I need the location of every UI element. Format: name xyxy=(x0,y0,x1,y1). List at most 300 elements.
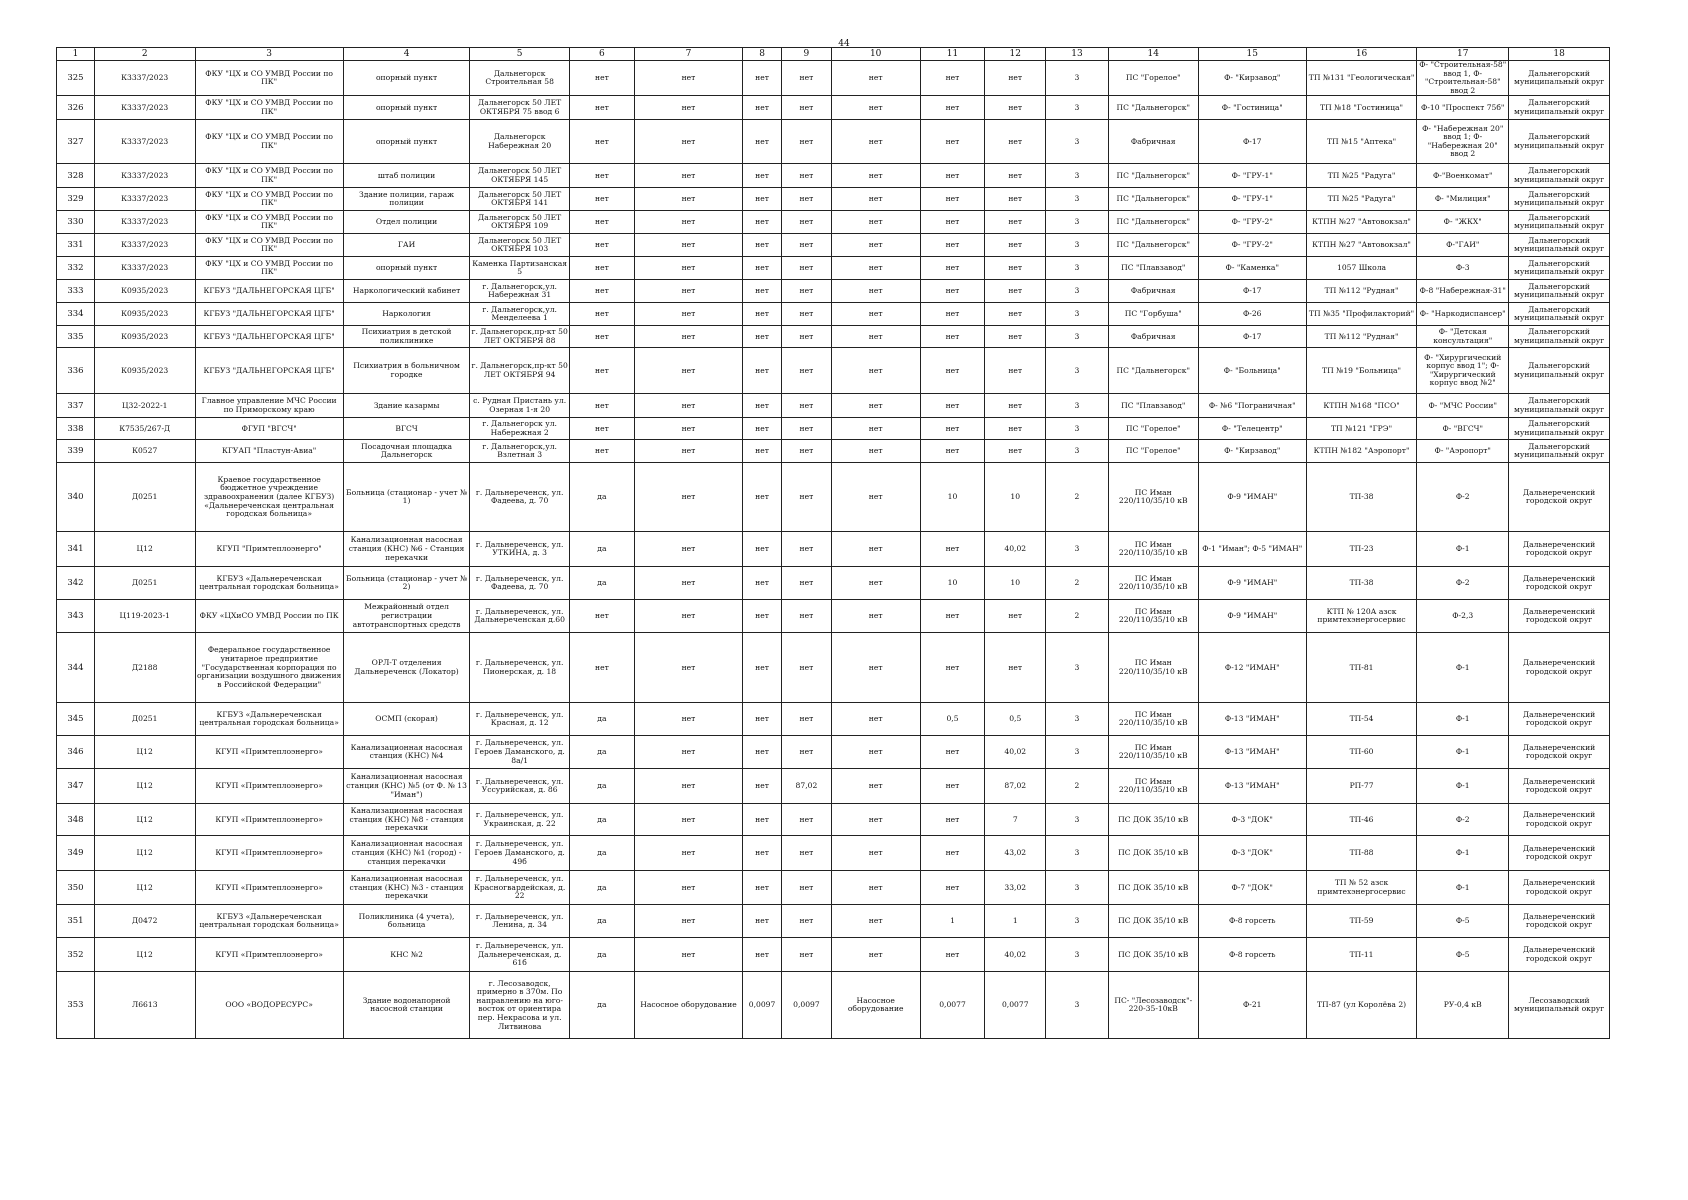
table-cell: нет xyxy=(831,532,920,567)
table-cell: Дальнереченский городской округ xyxy=(1509,736,1610,769)
table-cell: г. Дальнереченск, ул. Красногвардейская, д. 22 xyxy=(470,871,570,905)
row-number-cell: 332 xyxy=(57,257,95,280)
column-header: 13 xyxy=(1046,48,1109,61)
table-cell: 10 xyxy=(920,567,985,600)
table-cell: нет xyxy=(831,96,920,120)
table-row xyxy=(57,736,1610,769)
table-cell: ТП №35 "Профилакторий" xyxy=(1306,303,1416,326)
table-cell: ТП-23 xyxy=(1306,532,1416,567)
table-cell: Ф- "ГРУ-2" xyxy=(1198,211,1306,234)
table-cell: ПС "Горелое" xyxy=(1108,440,1198,463)
table-cell: Психиатрия в больничном городке xyxy=(343,348,470,394)
row-number-cell: 328 xyxy=(57,164,95,188)
table-cell: ПС ДОК 35/10 кВ xyxy=(1108,836,1198,871)
table-cell: да xyxy=(569,938,634,972)
table-cell: Ф- "ГРУ-2" xyxy=(1198,234,1306,257)
table-cell: Дальнереченский городской округ xyxy=(1509,463,1610,532)
table-cell: ФКУ "ЦХ и СО УМВД России по ПК" xyxy=(195,164,343,188)
table-cell: 43,02 xyxy=(985,836,1046,871)
row-number-cell: 336 xyxy=(57,348,95,394)
table-cell: 3 xyxy=(1046,905,1109,938)
table-cell: нет xyxy=(569,633,634,703)
table-cell: Ф-3 xyxy=(1417,257,1509,280)
table-cell: Ф-2 xyxy=(1417,804,1509,836)
table-row xyxy=(57,418,1610,440)
table-cell: Дальнегорский муниципальный округ xyxy=(1509,120,1610,164)
table-cell: нет xyxy=(782,394,832,418)
table-cell: штаб полиции xyxy=(343,164,470,188)
table-row xyxy=(57,234,1610,257)
table-row xyxy=(57,633,1610,703)
table-cell: нет xyxy=(634,871,742,905)
table-cell: Фабричная xyxy=(1108,326,1198,348)
column-header: 6 xyxy=(569,48,634,61)
table-cell: нет xyxy=(985,303,1046,326)
row-number-cell: 329 xyxy=(57,188,95,211)
row-number-cell: 348 xyxy=(57,804,95,836)
table-cell: Канализационная насосная станция (КНС) №8 - станция перекачки xyxy=(343,804,470,836)
table-cell: 1 xyxy=(985,905,1046,938)
table-cell: Ф-9 "ИМАН" xyxy=(1198,463,1306,532)
table-cell: нет xyxy=(569,61,634,96)
table-cell: нет xyxy=(985,280,1046,303)
table-cell: Ф- "Наркодиспансер" xyxy=(1417,303,1509,326)
table-cell: К7535/267-Д xyxy=(94,418,195,440)
table-cell: Ф-17 xyxy=(1198,280,1306,303)
table-cell: нет xyxy=(782,703,832,736)
table-cell: г. Дальнереченск, ул. Фадеева, д. 70 xyxy=(470,567,570,600)
table-row xyxy=(57,394,1610,418)
table-row xyxy=(57,164,1610,188)
table-cell: Дальнереченский городской округ xyxy=(1509,905,1610,938)
table-cell: Ф-8 горсеть xyxy=(1198,905,1306,938)
table-cell: г. Дальнереченск, ул. Уссурийская, д. 86 xyxy=(470,769,570,804)
table-cell: нет xyxy=(831,61,920,96)
table-cell: 3 xyxy=(1046,394,1109,418)
table-cell: нет xyxy=(985,61,1046,96)
table-cell: нет xyxy=(569,348,634,394)
table-cell: ПС "Горбуша" xyxy=(1108,303,1198,326)
table-cell: ФКУ "ЦХ и СО УМВД России по ПК" xyxy=(195,234,343,257)
table-cell: КТПН №27 "Автовокзал" xyxy=(1306,211,1416,234)
table-cell: ФКУ «ЦХиСО УМВД России по ПК xyxy=(195,600,343,633)
table-cell: ОРЛ-Т отделения Дальнереченск (Локатор) xyxy=(343,633,470,703)
table-cell: нет xyxy=(634,600,742,633)
table-cell: Дальнегорск 50 ЛЕТ ОКТЯБРЯ 109 xyxy=(470,211,570,234)
table-cell: 2 xyxy=(1046,769,1109,804)
table-cell: нет xyxy=(743,871,782,905)
table-cell: Ф- "Строительная-58" ввод 1, Ф-"Строительная-58" ввод 2 xyxy=(1417,61,1509,96)
table-cell: нет xyxy=(920,769,985,804)
table-cell: нет xyxy=(920,440,985,463)
table-cell: Ф- "Аэропорт" xyxy=(1417,440,1509,463)
table-row xyxy=(57,600,1610,633)
table-cell: нет xyxy=(743,532,782,567)
table-cell: опорный пункт xyxy=(343,120,470,164)
table-row xyxy=(57,871,1610,905)
table-cell: нет xyxy=(743,394,782,418)
table-cell: нет xyxy=(920,871,985,905)
table-cell: Ф-"Военкомат" xyxy=(1417,164,1509,188)
table-cell: Ф-2 xyxy=(1417,567,1509,600)
table-cell: нет xyxy=(782,257,832,280)
table-cell: нет xyxy=(920,164,985,188)
table-cell: Ц12 xyxy=(94,532,195,567)
table-cell: ТП-81 xyxy=(1306,633,1416,703)
table-cell: КГБУЗ "ДАЛЬНЕГОРСКАЯ ЦГБ" xyxy=(195,326,343,348)
table-cell: Здание полиции, гараж полиции xyxy=(343,188,470,211)
page-number: 44 xyxy=(838,39,850,49)
table-cell: Дальнереченский городской округ xyxy=(1509,804,1610,836)
table-cell: 3 xyxy=(1046,120,1109,164)
table-cell: нет xyxy=(920,600,985,633)
table-cell: ТП №121 "ГРЭ" xyxy=(1306,418,1416,440)
table-cell: ПС "Плавзавод" xyxy=(1108,394,1198,418)
table-cell: Д0472 xyxy=(94,905,195,938)
table-cell: 3 xyxy=(1046,418,1109,440)
table-cell: нет xyxy=(831,326,920,348)
table-cell: нет xyxy=(831,736,920,769)
table-cell: 3 xyxy=(1046,234,1109,257)
table-cell: Дальнегорский муниципальный округ xyxy=(1509,440,1610,463)
table-cell: нет xyxy=(831,348,920,394)
table-cell: Ф-9 "ИМАН" xyxy=(1198,567,1306,600)
table-cell: КТПН №27 "Автовокзал" xyxy=(1306,234,1416,257)
table-cell: ПС "Дальнегорск" xyxy=(1108,348,1198,394)
table-cell: нет xyxy=(743,188,782,211)
table-row xyxy=(57,211,1610,234)
table-cell: Дальнереченский городской округ xyxy=(1509,567,1610,600)
table-cell: Дальнегорский муниципальный округ xyxy=(1509,280,1610,303)
table-cell: Д0251 xyxy=(94,463,195,532)
table-cell: нет xyxy=(831,234,920,257)
table-cell: нет xyxy=(831,871,920,905)
table-cell: 2 xyxy=(1046,463,1109,532)
table-cell: Ф-1 xyxy=(1417,871,1509,905)
table-cell: ОСМП (скорая) xyxy=(343,703,470,736)
table-cell: Ф-3 "ДОК" xyxy=(1198,804,1306,836)
table-row xyxy=(57,61,1610,96)
table-cell: да xyxy=(569,567,634,600)
table-cell: г. Дальнегорск ул. Набережная 2 xyxy=(470,418,570,440)
table-cell: ФКУ "ЦХ и СО УМВД России по ПК" xyxy=(195,188,343,211)
table-cell: да xyxy=(569,703,634,736)
table-cell: нет xyxy=(569,326,634,348)
table-cell: ТП-38 xyxy=(1306,567,1416,600)
table-cell: Дальнереченский городской округ xyxy=(1509,871,1610,905)
column-header: 10 xyxy=(831,48,920,61)
table-cell: 7 xyxy=(985,804,1046,836)
table-cell: ООО «ВОДОРЕСУРС» xyxy=(195,972,343,1039)
table-cell: нет xyxy=(985,188,1046,211)
table-cell: г. Дальнегорск,пр-кт 50 ЛЕТ ОКТЯБРЯ 94 xyxy=(470,348,570,394)
table-cell: нет xyxy=(920,418,985,440)
table-cell: нет xyxy=(634,905,742,938)
table-cell: Отдел полиции xyxy=(343,211,470,234)
row-number-cell: 325 xyxy=(57,61,95,96)
table-cell: 40,02 xyxy=(985,736,1046,769)
table-cell: нет xyxy=(831,600,920,633)
table-cell: Насосное оборудование xyxy=(831,972,920,1039)
table-cell: ФГУП "ВГСЧ" xyxy=(195,418,343,440)
table-row xyxy=(57,326,1610,348)
table-cell: г. Дальнереченск, ул. Героев Даманского, д. 8а/1 xyxy=(470,736,570,769)
table-cell: ТП №112 "Рудная" xyxy=(1306,326,1416,348)
table-cell: нет xyxy=(743,736,782,769)
table-cell: Ф-5 xyxy=(1417,905,1509,938)
table-cell: нет xyxy=(569,303,634,326)
table-cell: нет xyxy=(634,61,742,96)
table-row xyxy=(57,348,1610,394)
table-cell: г. Лесозаводск, примерно в 370м. По направлению на юго-восток от ориентира пер. Некрасова и ул. Литвинова xyxy=(470,972,570,1039)
table-cell: нет xyxy=(920,303,985,326)
table-cell: нет xyxy=(782,871,832,905)
table-row xyxy=(57,188,1610,211)
table-cell: да xyxy=(569,463,634,532)
table-cell: ТП-54 xyxy=(1306,703,1416,736)
table-cell: Здание водонапорной насосной станции xyxy=(343,972,470,1039)
column-header: 9 xyxy=(782,48,832,61)
table-cell: 3 xyxy=(1046,440,1109,463)
table-cell: 1057 Школа xyxy=(1306,257,1416,280)
table-cell: Канализационная насосная станция (КНС) №3 - станция перекачки xyxy=(343,871,470,905)
table-cell: К3337/2023 xyxy=(94,211,195,234)
table-cell: ТП № 52 азск примтехэнергосервис xyxy=(1306,871,1416,905)
table-row xyxy=(57,567,1610,600)
table-cell: нет xyxy=(569,257,634,280)
table-cell: ТП №25 "Радуга" xyxy=(1306,164,1416,188)
table-cell: ТП-46 xyxy=(1306,804,1416,836)
table-cell: нет xyxy=(634,326,742,348)
table-cell: да xyxy=(569,972,634,1039)
row-number-cell: 330 xyxy=(57,211,95,234)
table-cell: 10 xyxy=(985,463,1046,532)
column-header: 16 xyxy=(1306,48,1416,61)
table-cell: ПС "Дальнегорск" xyxy=(1108,211,1198,234)
table-cell: Дальнереченский городской округ xyxy=(1509,532,1610,567)
table-cell: Дальнереченский городской округ xyxy=(1509,836,1610,871)
table-cell: Ц119-2023-1 xyxy=(94,600,195,633)
table-cell: нет xyxy=(985,164,1046,188)
table-cell: 10 xyxy=(920,463,985,532)
table-cell: Канализационная насосная станция (КНС) №1 (город) - станция перекачки xyxy=(343,836,470,871)
table-cell: К3337/2023 xyxy=(94,257,195,280)
table-cell: Ф- №6 "Пограничная" xyxy=(1198,394,1306,418)
table-cell: 10 xyxy=(985,567,1046,600)
table-cell: г. Дальнереченск, ул. Украинская, д. 22 xyxy=(470,804,570,836)
table-cell: Дальнегорский муниципальный округ xyxy=(1509,394,1610,418)
table-cell: нет xyxy=(634,938,742,972)
table-cell: ПС Иман 220/110/35/10 кВ xyxy=(1108,769,1198,804)
table-cell: нет xyxy=(985,633,1046,703)
table-cell: г. Дальнереченск, ул. Красная, д. 12 xyxy=(470,703,570,736)
table-cell: нет xyxy=(985,418,1046,440)
row-number-cell: 333 xyxy=(57,280,95,303)
column-header: 2 xyxy=(94,48,195,61)
table-cell: 40,02 xyxy=(985,532,1046,567)
table-cell: ПС "Плавзавод" xyxy=(1108,257,1198,280)
table-cell: ПС ДОК 35/10 кВ xyxy=(1108,938,1198,972)
table-cell: Канализационная насосная станция (КНС) №5 (от Ф. № 13 "Иман") xyxy=(343,769,470,804)
table-cell: нет xyxy=(569,188,634,211)
table-cell: нет xyxy=(782,600,832,633)
table-row xyxy=(57,769,1610,804)
table-cell: г. Дальнегорск,пр-кт 50 ЛЕТ ОКТЯБРЯ 88 xyxy=(470,326,570,348)
table-cell: КГБУЗ "ДАЛЬНЕГОРСКАЯ ЦГБ" xyxy=(195,280,343,303)
table-cell: К0935/2023 xyxy=(94,326,195,348)
column-header: 7 xyxy=(634,48,742,61)
table-cell: нет xyxy=(569,394,634,418)
table-cell: 40,02 xyxy=(985,938,1046,972)
table-cell: 33,02 xyxy=(985,871,1046,905)
table-cell: 3 xyxy=(1046,836,1109,871)
table-cell: Ф- "Больница" xyxy=(1198,348,1306,394)
table-cell: нет xyxy=(634,164,742,188)
table-cell: нет xyxy=(782,938,832,972)
table-cell: нет xyxy=(831,418,920,440)
table-cell: нет xyxy=(782,280,832,303)
table-cell: нет xyxy=(569,164,634,188)
row-number-cell: 349 xyxy=(57,836,95,871)
table-cell: нет xyxy=(782,61,832,96)
table-row xyxy=(57,703,1610,736)
table-cell: г. Дальнегорск,ул. Взлетная 3 xyxy=(470,440,570,463)
row-number-cell: 344 xyxy=(57,633,95,703)
table-cell: КГУП «Примтеплоэнерго» xyxy=(195,769,343,804)
table-cell: нет xyxy=(920,120,985,164)
table-cell: ТП №131 "Геологическая" xyxy=(1306,61,1416,96)
table-cell: Краевое государственное бюджетное учреждение здравоохранения (далее КГБУЗ) «Дальнереченская центральная городская больница» xyxy=(195,463,343,532)
table-cell: нет xyxy=(569,120,634,164)
table-cell: нет xyxy=(634,348,742,394)
table-cell: нет xyxy=(634,633,742,703)
table-cell: нет xyxy=(634,418,742,440)
table-cell: ПС Иман 220/110/35/10 кВ xyxy=(1108,567,1198,600)
table-cell: Ф- "Детская консультация" xyxy=(1417,326,1509,348)
table-cell: Ц12 xyxy=(94,871,195,905)
table-cell: нет xyxy=(920,348,985,394)
table-cell: нет xyxy=(634,188,742,211)
table-cell: нет xyxy=(985,257,1046,280)
table-cell: Дальнегорский муниципальный округ xyxy=(1509,164,1610,188)
table-cell: нет xyxy=(634,532,742,567)
table-cell: Дальнегорский муниципальный округ xyxy=(1509,234,1610,257)
table-cell: Ф-1 xyxy=(1417,703,1509,736)
column-header: 4 xyxy=(343,48,470,61)
table-cell: 87,02 xyxy=(782,769,832,804)
table-cell: 3 xyxy=(1046,871,1109,905)
table-cell: нет xyxy=(743,164,782,188)
table-cell: Дальнегорск 50 ЛЕТ ОКТЯБРЯ 103 xyxy=(470,234,570,257)
table-cell: Ф-9 "ИМАН" xyxy=(1198,600,1306,633)
row-number-cell: 341 xyxy=(57,532,95,567)
table-cell: Дальнереченский городской округ xyxy=(1509,938,1610,972)
table-cell: Дальнереченский городской округ xyxy=(1509,633,1610,703)
table-cell: КГУП «Примтеплоэнерго» xyxy=(195,871,343,905)
table-cell: ПС "Дальнегорск" xyxy=(1108,96,1198,120)
table-cell: нет xyxy=(782,188,832,211)
table-cell: Ц12 xyxy=(94,804,195,836)
table-cell: нет xyxy=(634,303,742,326)
table-cell: Дальнегорск 50 ЛЕТ ОКТЯБРЯ 145 xyxy=(470,164,570,188)
table-cell: нет xyxy=(782,532,832,567)
table-cell: Дальнегорский муниципальный округ xyxy=(1509,211,1610,234)
table-cell: ТП-11 xyxy=(1306,938,1416,972)
table-cell: Ф-26 xyxy=(1198,303,1306,326)
table-cell: Дальнереченский городской округ xyxy=(1509,703,1610,736)
table-cell: нет xyxy=(985,211,1046,234)
table-cell: нет xyxy=(920,211,985,234)
row-number-cell: 343 xyxy=(57,600,95,633)
table-cell: ГАИ xyxy=(343,234,470,257)
column-header: 14 xyxy=(1108,48,1198,61)
table-cell: Дальнегорский муниципальный округ xyxy=(1509,257,1610,280)
table-cell: 3 xyxy=(1046,804,1109,836)
table-cell: нет xyxy=(985,96,1046,120)
table-cell: Дальнегорск 50 ЛЕТ ОКТЯБРЯ 141 xyxy=(470,188,570,211)
table-cell: КТП № 120А азск примтехэнергосервис xyxy=(1306,600,1416,633)
table-cell: ТП №18 "Гостиница" xyxy=(1306,96,1416,120)
table-cell: нет xyxy=(831,211,920,234)
table-cell: нет xyxy=(743,348,782,394)
table-cell: Ф- "ВГСЧ" xyxy=(1417,418,1509,440)
table-cell: Ф-7 "ДОК" xyxy=(1198,871,1306,905)
column-header: 8 xyxy=(743,48,782,61)
table-cell: нет xyxy=(920,804,985,836)
table-cell: г. Дальнереченск, ул. УТКИНА, д. 3 xyxy=(470,532,570,567)
table-cell: нет xyxy=(634,120,742,164)
table-cell: нет xyxy=(831,120,920,164)
table-cell: К3337/2023 xyxy=(94,164,195,188)
table-cell: нет xyxy=(782,303,832,326)
table-cell: нет xyxy=(782,905,832,938)
table-cell: г. Дальнереченск, ул. Ленина, д. 34 xyxy=(470,905,570,938)
table-cell: Больница (стационар - учет № 1) xyxy=(343,463,470,532)
table-cell: Ф-17 xyxy=(1198,120,1306,164)
column-header: 18 xyxy=(1509,48,1610,61)
table-cell: КГУП «Примтеплоэнерго» xyxy=(195,938,343,972)
row-number-cell: 342 xyxy=(57,567,95,600)
table-cell: Ф-12 "ИМАН" xyxy=(1198,633,1306,703)
table-cell: Дальнегорск 50 ЛЕТ ОКТЯБРЯ 75 ввод 6 xyxy=(470,96,570,120)
table-cell: ПС Иман 220/110/35/10 кВ xyxy=(1108,463,1198,532)
table-cell: нет xyxy=(569,600,634,633)
table-cell: нет xyxy=(743,280,782,303)
table-cell: Дальнегорский муниципальный округ xyxy=(1509,96,1610,120)
table-cell: Д0251 xyxy=(94,567,195,600)
table-row xyxy=(57,120,1610,164)
table-cell: 2 xyxy=(1046,600,1109,633)
table-cell: Ф-2 xyxy=(1417,463,1509,532)
column-header: 15 xyxy=(1198,48,1306,61)
table-cell: нет xyxy=(920,836,985,871)
table-cell: да xyxy=(569,736,634,769)
table-cell: нет xyxy=(831,938,920,972)
table-cell: Ф-1 xyxy=(1417,769,1509,804)
table-cell: нет xyxy=(985,326,1046,348)
table-cell: Дальнегорский муниципальный округ xyxy=(1509,188,1610,211)
table-cell: нет xyxy=(782,567,832,600)
table-cell: да xyxy=(569,871,634,905)
table-cell: нет xyxy=(831,394,920,418)
table-cell: нет xyxy=(831,463,920,532)
table-cell: нет xyxy=(920,257,985,280)
table-row xyxy=(57,804,1610,836)
table-cell: нет xyxy=(831,303,920,326)
row-number-cell: 353 xyxy=(57,972,95,1039)
table-cell: Ф- "Хирургический корпус ввод 1"; Ф- "Хирургический корпус ввод №2" xyxy=(1417,348,1509,394)
table-cell: Ф- "Каменка" xyxy=(1198,257,1306,280)
